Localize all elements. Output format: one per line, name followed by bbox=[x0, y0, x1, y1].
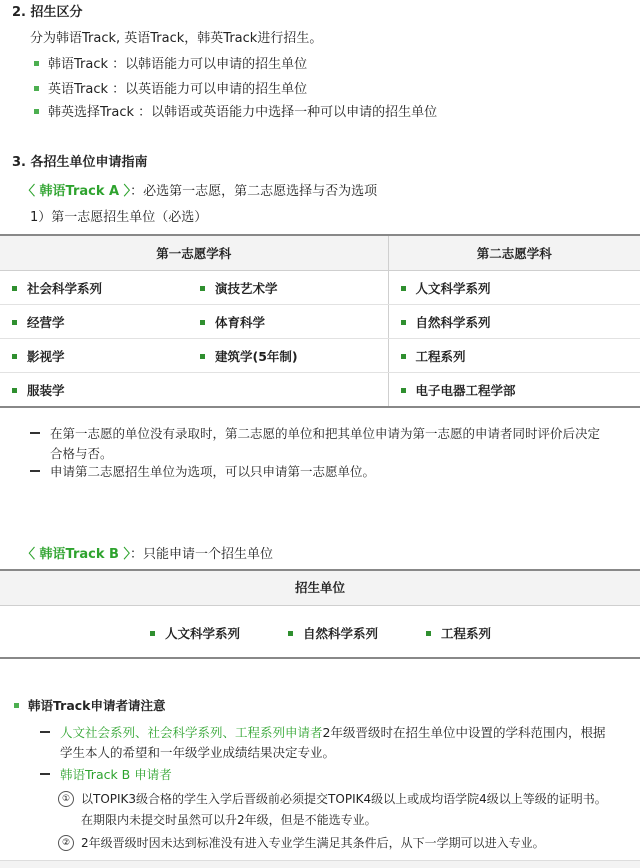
bullet-square-icon bbox=[401, 320, 406, 325]
track-b-desc: ：只能申请一个招生单位 bbox=[129, 547, 273, 562]
list-item: 人文科学系列 bbox=[150, 624, 240, 642]
dash-icon bbox=[40, 731, 50, 733]
notice-item-2: 韩语Track B 申请者 bbox=[40, 765, 172, 785]
track-a-subtitle: 1）第一志愿招生单位（必选） bbox=[30, 210, 208, 225]
bullet-square-icon bbox=[401, 354, 406, 359]
col2-header: 第二志愿学科 bbox=[388, 235, 640, 271]
track-a-desc: ：必选第一志愿，第二志愿选择与否为选项 bbox=[130, 184, 378, 199]
bullet-square-icon bbox=[34, 86, 39, 91]
track-b-label: 〈 韩语Track B 〉 bbox=[22, 547, 130, 562]
track-a-note-1-cont: 合格与否。 bbox=[50, 446, 113, 461]
table-row: 影视学 建筑学(5年制) 工程系列 bbox=[0, 339, 640, 373]
notice-sub-2: ② 2年级晋级时因未达到标准没有进入专业学生满足其条件后，从下一学期可以进入专业。 bbox=[58, 833, 545, 853]
bullet-square-icon bbox=[200, 320, 205, 325]
track-b-heading bbox=[22, 543, 273, 562]
table-row: 服装学 电子电器工程学部 bbox=[0, 373, 640, 408]
section3-title: 3. 各招生单位申请指南 bbox=[12, 155, 148, 170]
track-b-row bbox=[0, 604, 640, 659]
notice-item-1: 人文社会系列、社会科学系列、工程系列申请者2年级晋级时在招生单位中设置的学科范围内，根据 bbox=[40, 723, 605, 743]
notice-title: 韩语Track申请者请注意 bbox=[14, 696, 165, 714]
bullet-square-icon bbox=[288, 631, 293, 636]
track-a-heading bbox=[22, 180, 377, 199]
dash-icon bbox=[40, 773, 50, 775]
col1-header: 第一志愿学科 bbox=[0, 235, 388, 271]
bullet-square-icon bbox=[426, 631, 431, 636]
bullet-square-icon bbox=[14, 703, 19, 708]
table-row: 经营学 体育科学 自然科学系列 bbox=[0, 305, 640, 339]
bullet-square-icon bbox=[12, 388, 17, 393]
bullet-square-icon bbox=[401, 286, 406, 291]
track-a-note-1: 在第一志愿的单位没有录取时，第二志愿的单位和把其单位申请为第一志愿的申请者同时评价后决定 bbox=[30, 424, 600, 444]
bullet-square-icon bbox=[150, 631, 155, 636]
notice-item-1-cont: 学生本人的希望和一年级学业成绩结果决定专业。 bbox=[60, 745, 336, 760]
track-a-table bbox=[0, 234, 640, 408]
list-item: 英语Track ：以英语能力可以申请的招生单位 bbox=[34, 78, 307, 97]
table-row: 社会科学系列 演技艺术学 人文科学系列 bbox=[0, 271, 640, 305]
bullet-square-icon bbox=[34, 61, 39, 66]
section2-title: 2. 招生区分 bbox=[12, 5, 83, 20]
notice-sub-1: ① 以TOPIK3级合格的学生入学后晋级前必须提交TOPIK4级以上或成均语学院4级以上等级的证明书。 bbox=[58, 789, 607, 809]
list-item: 自然科学系列 bbox=[288, 624, 378, 642]
track-b-header: 招生单位 bbox=[0, 569, 640, 606]
bullet-square-icon bbox=[12, 286, 17, 291]
bullet-square-icon bbox=[12, 320, 17, 325]
section2-intro: 分为韩语Track, 英语Track，韩英Track进行招生。 bbox=[30, 31, 323, 46]
list-item: 韩语Track ：以韩语能力可以申请的招生单位 bbox=[34, 53, 307, 72]
bullet-square-icon bbox=[12, 354, 17, 359]
list-item: 韩英选择Track ：以韩语或英语能力中选择一种可以申请的招生单位 bbox=[34, 101, 437, 120]
dash-icon bbox=[30, 470, 40, 472]
dash-icon bbox=[30, 432, 40, 434]
bullet-square-icon bbox=[401, 388, 406, 393]
bullet-square-icon bbox=[34, 109, 39, 114]
bullet-square-icon bbox=[200, 354, 205, 359]
list-item: 工程系列 bbox=[426, 624, 491, 642]
track-a-label: 〈 韩语Track A 〉 bbox=[22, 184, 131, 199]
track-a-note-2: 申请第二志愿招生单位为选项，可以只申请第一志愿单位。 bbox=[30, 462, 375, 482]
notice-sub-1-cont: 在期限内未提交时虽然可以升2年级，但是不能选专业。 bbox=[81, 813, 377, 827]
bullet-square-icon bbox=[200, 286, 205, 291]
